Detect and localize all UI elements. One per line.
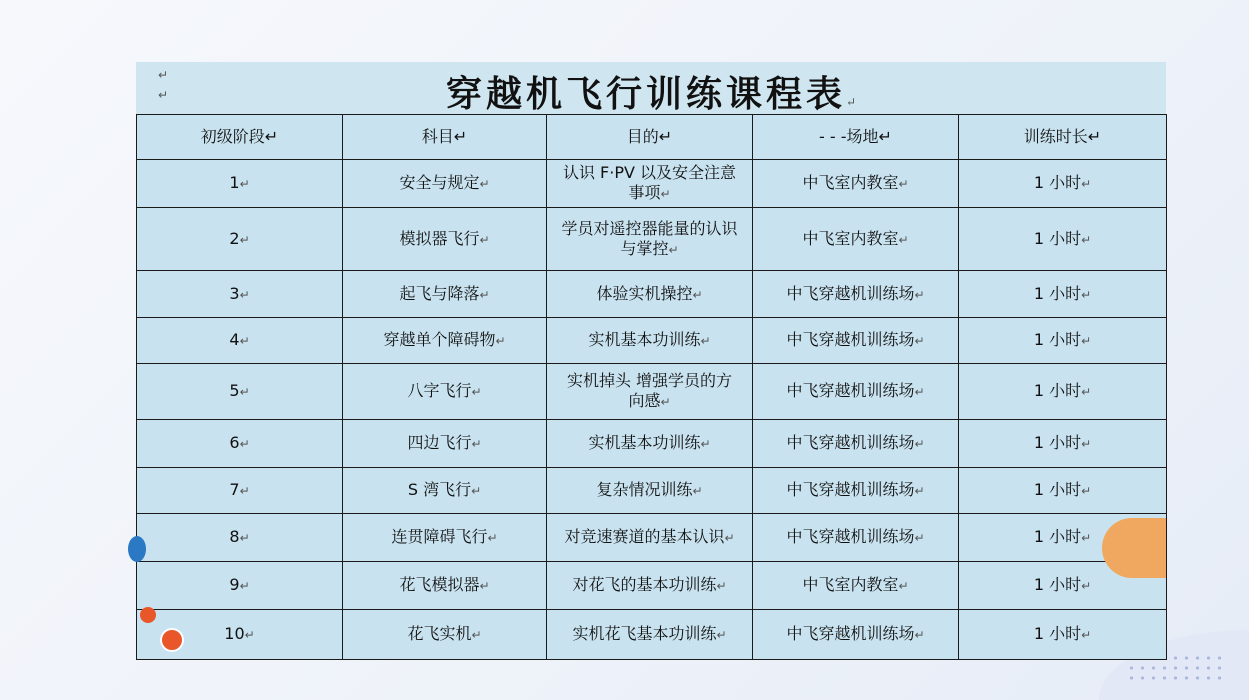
cell-purpose: 实机基本功训练↵ <box>547 419 753 467</box>
title-bar <box>136 62 1166 114</box>
table-row <box>137 271 1167 318</box>
cell-subject: S 湾飞行↵ <box>343 467 547 513</box>
cell-subject: 模拟器飞行↵ <box>343 208 547 271</box>
cell-duration: 1 小时↵ <box>959 609 1167 659</box>
blue-circle-decoration <box>128 536 146 562</box>
cell-duration: 1 小时↵ <box>959 467 1167 513</box>
table-row <box>137 160 1167 208</box>
orange-circle-decoration <box>140 607 156 623</box>
cell-duration: 1 小时↵ <box>959 271 1167 318</box>
cell-subject: 八字飞行↵ <box>343 364 547 419</box>
table-row <box>137 318 1167 364</box>
cell-venue: 中飞室内教室↵ <box>753 160 959 208</box>
cell-purpose: 实机花飞基本功训练↵ <box>547 609 753 659</box>
table-row <box>137 561 1167 609</box>
cell-venue: 中飞穿越机训练场↵ <box>753 271 959 318</box>
cell-purpose: 实机掉头 增强学员的方向感↵ <box>547 364 753 419</box>
cell-venue: 中飞穿越机训练场↵ <box>753 419 959 467</box>
table-row <box>137 467 1167 513</box>
cell-stage: 9↵ <box>137 561 343 609</box>
table-row <box>137 609 1167 659</box>
cell-venue: 中飞室内教室↵ <box>753 208 959 271</box>
course-schedule-table <box>136 114 1167 660</box>
cell-venue: 中飞穿越机训练场↵ <box>753 318 959 364</box>
cell-stage: 8↵ <box>137 513 343 561</box>
cell-stage: 7↵ <box>137 467 343 513</box>
cell-duration: 1 小时↵ <box>959 318 1167 364</box>
orange-circle-decoration <box>160 628 184 652</box>
cell-venue: 中飞穿越机训练场↵ <box>753 467 959 513</box>
cell-stage: 4↵ <box>137 318 343 364</box>
cell-subject: 穿越单个障碍物↵ <box>343 318 547 364</box>
cell-purpose: 对竞速赛道的基本认识↵ <box>547 513 753 561</box>
cell-purpose: 对花飞的基本功训练↵ <box>547 561 753 609</box>
column-header: 初级阶段↵ <box>137 115 343 160</box>
cell-stage: 6↵ <box>137 419 343 467</box>
cell-subject: 连贯障碍飞行↵ <box>343 513 547 561</box>
column-header: 训练时长↵ <box>959 115 1167 160</box>
paragraph-mark: ↵ <box>845 95 857 109</box>
cell-stage: 2↵ <box>137 208 343 271</box>
cell-venue: 中飞穿越机训练场↵ <box>753 513 959 561</box>
paragraph-mark: ↵ <box>158 68 169 82</box>
cell-purpose: 体验实机操控↵ <box>547 271 753 318</box>
table-row <box>137 513 1167 561</box>
cell-subject: 花飞模拟器↵ <box>343 561 547 609</box>
cell-subject: 安全与规定↵ <box>343 160 547 208</box>
cell-stage: 10↵ <box>137 609 343 659</box>
cell-purpose: 实机基本功训练↵ <box>547 318 753 364</box>
cell-duration: 1 小时↵ <box>959 419 1167 467</box>
cell-duration: 1 小时↵ <box>959 208 1167 271</box>
cell-stage: 3↵ <box>137 271 343 318</box>
cell-subject: 花飞实机↵ <box>343 609 547 659</box>
table-header-row <box>137 115 1167 160</box>
cell-stage: 5↵ <box>137 364 343 419</box>
document-page <box>136 62 1166 660</box>
cell-purpose: 学员对遥控器能量的认识与掌控↵ <box>547 208 753 271</box>
cell-duration: 1 小时↵ <box>959 364 1167 419</box>
column-header: 科目↵ <box>343 115 547 160</box>
cell-venue: 中飞室内教室↵ <box>753 561 959 609</box>
cell-subject: 起飞与降落↵ <box>343 271 547 318</box>
cell-duration: 1 小时↵ <box>959 160 1167 208</box>
cell-subject: 四边飞行↵ <box>343 419 547 467</box>
cell-purpose: 认识 F·PV 以及安全注意事项↵ <box>547 160 753 208</box>
cell-stage: 1↵ <box>137 160 343 208</box>
cell-venue: 中飞穿越机训练场↵ <box>753 609 959 659</box>
table-row <box>137 208 1167 271</box>
table-row <box>137 419 1167 467</box>
cell-duration: 1 小时↵ <box>959 561 1167 609</box>
smiley-icon <box>1102 518 1166 578</box>
table-row <box>137 364 1167 419</box>
column-header: - - -场地↵ <box>753 115 959 160</box>
cell-duration: 1 小时↵ <box>959 513 1167 561</box>
cell-venue: 中飞穿越机训练场↵ <box>753 364 959 419</box>
page-title <box>136 66 1166 117</box>
cell-purpose: 复杂情况训练↵ <box>547 467 753 513</box>
column-header: 目的↵ <box>547 115 753 160</box>
title-text: 穿越机飞行训练课程表 <box>445 73 846 115</box>
paragraph-mark: ↵ <box>158 88 169 102</box>
